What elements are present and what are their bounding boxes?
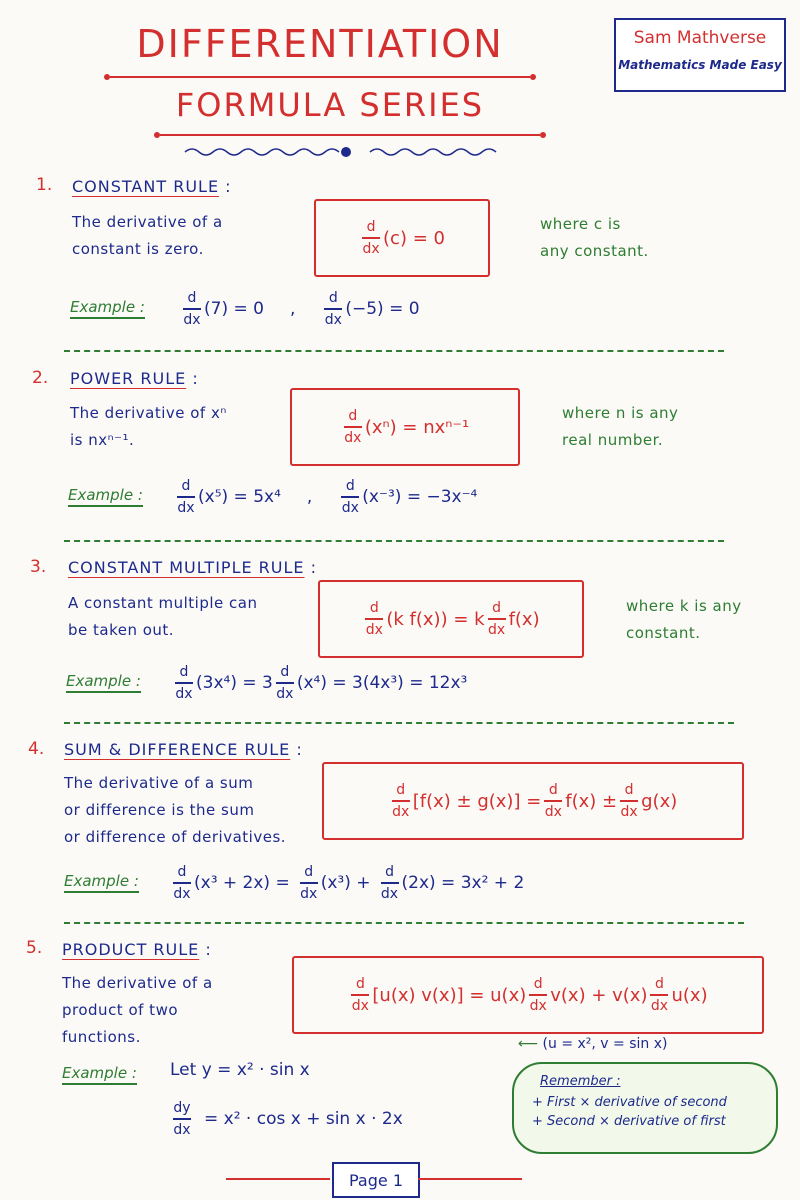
section-4-heading: SUM & DIFFERENCE RULE :: [64, 740, 303, 759]
remember-title: Remember :: [540, 1074, 621, 1089]
section-1-example-label: Example :: [70, 298, 145, 319]
title-underline-2: [160, 134, 540, 136]
frac-d-dx: $\frac{d}{dx}$: [175, 664, 193, 702]
remember-item: + Second × derivative of first: [532, 1114, 726, 1129]
section-1-heading: CONSTANT RULE :: [72, 177, 232, 196]
section-4-example-label: Example :: [64, 872, 139, 893]
frac-d-dx: $\frac{d}{dx}$: [365, 600, 383, 638]
section-2-example-label: Example :: [68, 486, 143, 507]
section-5-description: The derivative of a product of two functions.: [62, 974, 213, 1046]
section-1-example: $\frac{d}{dx}$ (7) = 0 , $\frac{d}{dx}$ (−5) = 0: [183, 290, 420, 328]
frac-d-dx: $\frac{d}{dx}$: [529, 976, 547, 1014]
section-2-note: where n is any real number.: [562, 404, 679, 449]
frac-d-dx: $\frac{d}{dx}$: [341, 478, 359, 516]
section-5-heading: PRODUCT RULE :: [62, 940, 212, 959]
section-4-description: The derivative of a sum or difference is the sum or difference of derivatives.: [64, 774, 287, 846]
section-2-number: 2.: [32, 368, 49, 388]
section-3-heading: CONSTANT MULTIPLE RULE :: [68, 558, 318, 577]
section-2-formula: (xⁿ) = nxⁿ⁻¹: [364, 416, 470, 438]
frac-d-dx: $\frac{d}{dx}$: [173, 864, 191, 902]
title-underline-1: [110, 76, 530, 78]
section-1-note: where c is any constant.: [540, 215, 649, 260]
section-4-divider: [64, 922, 744, 924]
section-5-example-line-1: Let y = x² · sin x: [170, 1060, 310, 1080]
frac-d-dx: $\frac{d}{dx}$: [324, 290, 342, 328]
title-line-1: DIFFERENTIATION: [136, 22, 504, 66]
section-5-example-label: Example :: [62, 1064, 137, 1085]
section-5-formula-box: $\frac{d}{dx}$ [u(x) v(x)] = u(x) $\frac{d}{dx}$ v(x) + v(x) $\frac{d}{dx}$ u(x): [292, 956, 764, 1034]
footer-line-right: [418, 1178, 522, 1180]
section-1-formula-box: [314, 199, 490, 277]
section-1-formula: (c) = 0: [383, 227, 445, 249]
title-underline-dot-right-2: [540, 132, 546, 138]
frac-d-dx: $\frac{d}{dx}$: [300, 864, 318, 902]
section-4-number: 4.: [28, 739, 45, 759]
brand-name: Sam Mathverse: [633, 28, 767, 48]
section-3-divider: [64, 722, 734, 724]
arrow-left-icon: ⟵: [518, 1036, 543, 1052]
title-underline-dot-left: [104, 74, 110, 80]
section-5-aside: ⟵ (u = x², v = sin x): [518, 1036, 668, 1052]
section-3-note: where k is any constant.: [626, 597, 742, 642]
remember-item: + First × derivative of second: [532, 1095, 727, 1110]
section-1-divider: [64, 350, 724, 352]
frac-d-dx: $\frac{d}{dx}$: [650, 976, 669, 1014]
section-3-example-label: Example :: [66, 672, 141, 693]
frac-d-dx: $\frac{d}{dx}$: [276, 664, 294, 702]
section-2-divider: [64, 540, 724, 542]
section-2-heading: POWER RULE :: [70, 369, 199, 388]
frac-d-dx: $\frac{d}{dx}$: [487, 600, 506, 638]
section-5-number: 5.: [26, 938, 43, 958]
frac-d-dx: $\frac{d}{dx}$: [620, 782, 638, 820]
title-underline-dot-left-2: [154, 132, 160, 138]
divider-dot: [341, 147, 351, 157]
frac-d-dx: $\frac{d}{dx}$: [351, 976, 369, 1014]
footer-line-left: [226, 1178, 330, 1180]
brand-box: [614, 18, 786, 92]
section-3-formula-box: $\frac{d}{dx}$ (k f(x)) = k $\frac{d}{dx}$ f(x): [318, 580, 584, 658]
frac-d-dx: $\frac{d}{dx}$: [380, 864, 399, 902]
frac-d-dx: $\frac{d}{dx}$: [544, 782, 562, 820]
page-number: Page 1: [332, 1162, 420, 1198]
section-2-example: $\frac{d}{dx}$ (x⁵) = 5x⁴ , $\frac{d}{dx}$ (x⁻³) = −3x⁻⁴: [177, 478, 478, 516]
frac-d-dx: $\frac{d}{dx}$: [177, 478, 195, 516]
brand-tagline: Mathematics Made Easy: [618, 58, 782, 72]
section-1-number: 1.: [36, 175, 53, 195]
section-3-description: A constant multiple can be taken out.: [68, 594, 258, 639]
section-4-formula-box: $\frac{d}{dx}$ [f(x) ± g(x)] = $\frac{d}{dx}$ f(x) ± $\frac{d}{dx}$ g(x): [322, 762, 744, 840]
section-2-description: The derivative of xⁿ is nxⁿ⁻¹.: [70, 404, 227, 449]
remember-cloud: [512, 1062, 778, 1154]
frac-d-dx: $\frac{d}{dx}$: [344, 408, 362, 446]
section-3-number: 3.: [30, 557, 47, 577]
frac-d-dx: $\frac{d}{dx}$: [183, 290, 201, 328]
wavy-divider: [180, 140, 510, 164]
frac-dy-dx: $\frac{dy}{dx}$: [173, 1100, 191, 1138]
title-underline-dot-right: [530, 74, 536, 80]
section-1-description: The derivative of a constant is zero.: [72, 213, 223, 258]
section-4-example: $\frac{d}{dx}$ (x³ + 2x) = $\frac{d}{dx}$ (x³) + $\frac{d}{dx}$ (2x) = 3x² + 2: [173, 864, 525, 902]
title-line-2: FORMULA SERIES: [175, 86, 485, 124]
section-3-example: $\frac{d}{dx}$ (3x⁴) = 3 $\frac{d}{dx}$ (x⁴) = 3(4x³) = 12x³: [175, 664, 468, 702]
section-2-formula-box: [290, 388, 520, 466]
section-5-example-line-2: $\frac{dy}{dx}$ = x² · cos x + sin x · 2x: [173, 1100, 403, 1138]
frac-d-dx: $\frac{d}{dx}$: [392, 782, 410, 820]
frac-d-dx: $\frac{d}{dx}$: [362, 219, 380, 257]
